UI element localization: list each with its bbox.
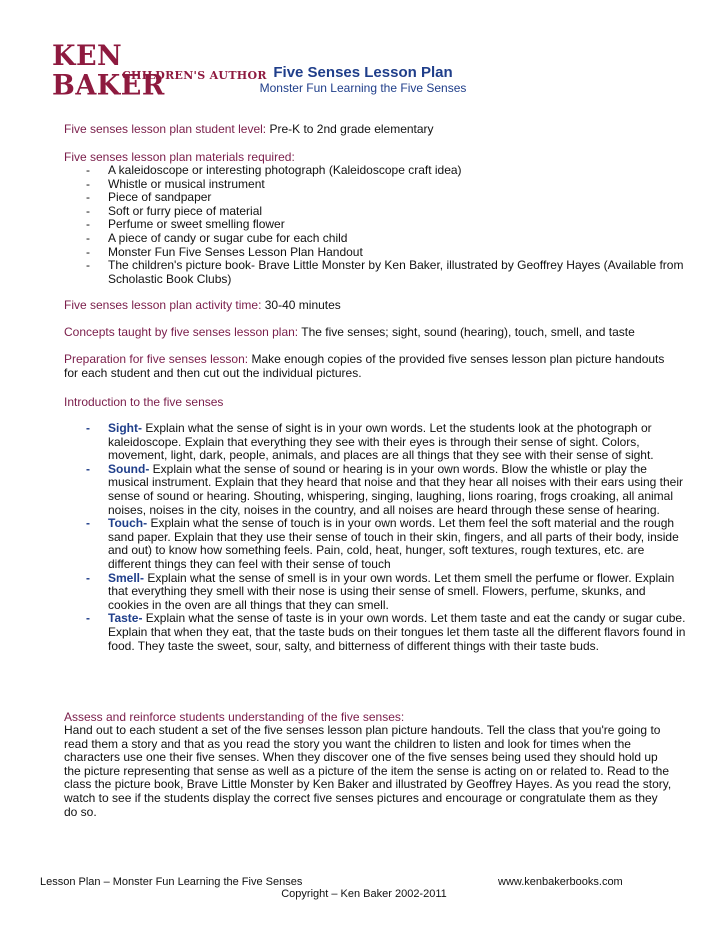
sense-text: Explain what the sense of sound or hearing is in your own words. Blow the whistle or play the musical instrument. Explain that they heard that noise and that they hear all noises with their ears using their sense of sound or hearing. Shouting, whispering, singing, laughing, lions roaring, frogs croaking, all animal noises, noises in the city, noises in the country, and all noises are heard through these sense of hearing. bbox=[108, 461, 683, 517]
preparation-paragraph bbox=[64, 353, 674, 380]
sense-name: Taste- bbox=[108, 611, 143, 626]
activity-time-line bbox=[64, 299, 674, 313]
footer-left: Lesson Plan – Monster Fun Learning the Five Senses bbox=[40, 876, 303, 888]
introduction-heading: Introduction to the five senses bbox=[64, 395, 224, 409]
logo-tagline: CHILDREN'S AUTHOR bbox=[122, 69, 267, 82]
document-subtitle: Monster Fun Learning the Five Senses bbox=[259, 81, 467, 95]
list-item: - Monster Fun Five Senses Lesson Plan Handout bbox=[86, 246, 686, 260]
list-item: - Soft or furry piece of material bbox=[86, 205, 686, 219]
sense-text: Explain what the sense of sight is in your own words. Let the students look at the photograph or kaleidoscope. Explain that everything they see with their eyes is through their sense of sight. Colors, movement, light, dark, people, animals, and places are all things that they see with their sense of sight. bbox=[108, 421, 654, 463]
footer-copyright: Copyright – Ken Baker 2002-2011 bbox=[281, 888, 447, 900]
sense-text: Explain what the sense of touch is in your own words. Let them feel the soft material and the rough sand paper. Explain that they use their sense of touch in their skin, fingers, and all parts of their body, inside and out) to know how something feels. Pain, cold, heat, hunger, soft textures, rough textures, etc. are different things they can feel with their sense of touch bbox=[108, 516, 679, 571]
concepts-value: The five senses; sight, sound (hearing), touch, smell, and taste bbox=[298, 325, 635, 339]
document-title: Five Senses Lesson Plan bbox=[273, 64, 453, 81]
list-item: - The children's picture book- Brave Little Monster by Ken Baker, illustrated by Geoffrey Hayes (Available from Scholastic Book Clubs) bbox=[86, 259, 686, 286]
sense-text: Explain what the sense of smell is in your own words. Let them smell the perfume or flower. Explain that everything they smell with their nose is using their sense of smell. Flowers, perfume, skunks, and cookies in the oven are all things that they can smell. bbox=[108, 570, 675, 612]
sense-item-sight bbox=[86, 422, 686, 463]
list-item: - Piece of sandpaper bbox=[86, 191, 686, 205]
activity-time-label: Five senses lesson plan activity time: bbox=[64, 298, 262, 312]
sense-item-sound bbox=[86, 463, 686, 517]
sense-item-taste bbox=[86, 612, 686, 653]
sense-name: Sight- bbox=[108, 421, 142, 435]
materials-list bbox=[86, 164, 686, 286]
sense-name: Smell- bbox=[108, 570, 145, 585]
senses-list bbox=[86, 422, 686, 653]
sense-text: Explain what the sense of taste is in your own words. Let them taste and eat the candy or sugar cube. Explain that when they eat, that the taste buds on their tongues let them taste all the different flavors found in food. They taste the sweet, sour, salty, and bitterness of different things with their taste buds. bbox=[108, 611, 686, 653]
author-logo bbox=[52, 39, 267, 102]
list-item: - A piece of candy or sugar cube for each child bbox=[86, 232, 686, 246]
sense-item-smell bbox=[86, 572, 686, 613]
concepts-label: Concepts taught by five senses lesson plan: bbox=[64, 325, 299, 339]
list-item: - Perfume or sweet smelling flower bbox=[86, 218, 686, 232]
activity-time-value: 30-40 minutes bbox=[261, 298, 341, 312]
list-item: - Whistle or musical instrument bbox=[86, 178, 686, 192]
student-level-label: Five senses lesson plan student level: bbox=[64, 122, 267, 136]
footer-website: www.kenbakerbooks.com bbox=[498, 876, 623, 888]
concepts-line bbox=[64, 326, 674, 340]
assess-paragraph: Hand out to each student a set of the five senses lesson plan picture handouts. Tell the class that you're going to read them a story and that as you read the story you want the children to listen and look for times when the characters use one their five senses. When they discover one of the five senses being used they should hold up the picture representing that sense as well as a picture of the item the sense is acting on or related to. Read to the class the picture book, Brave Little Monster by Ken Baker and illustrated by Geoffrey Hayes. As you read the story, watch to see if the students display the correct five senses pictures and encourage or congratulate them as they do so. bbox=[64, 723, 672, 819]
sense-name: Touch- bbox=[108, 516, 148, 531]
preparation-value: Make enough copies of the provided five senses lesson plan picture handouts for each student and then cut out the individual pictures. bbox=[64, 352, 665, 380]
materials-label: Five senses lesson plan materials required: bbox=[64, 150, 295, 164]
sense-name: Sound- bbox=[108, 461, 150, 476]
assess-heading: Assess and reinforce students understanding of the five senses: bbox=[64, 710, 405, 724]
sense-item-touch bbox=[86, 517, 686, 571]
logo-name: KEN BAKER bbox=[52, 39, 165, 102]
preparation-label: Preparation for five senses lesson: bbox=[64, 352, 249, 366]
student-level-value: Pre-K to 2nd grade elementary bbox=[266, 122, 434, 136]
list-item: - A kaleidoscope or interesting photograph (Kaleidoscope craft idea) bbox=[86, 164, 686, 178]
student-level-line bbox=[64, 123, 674, 137]
